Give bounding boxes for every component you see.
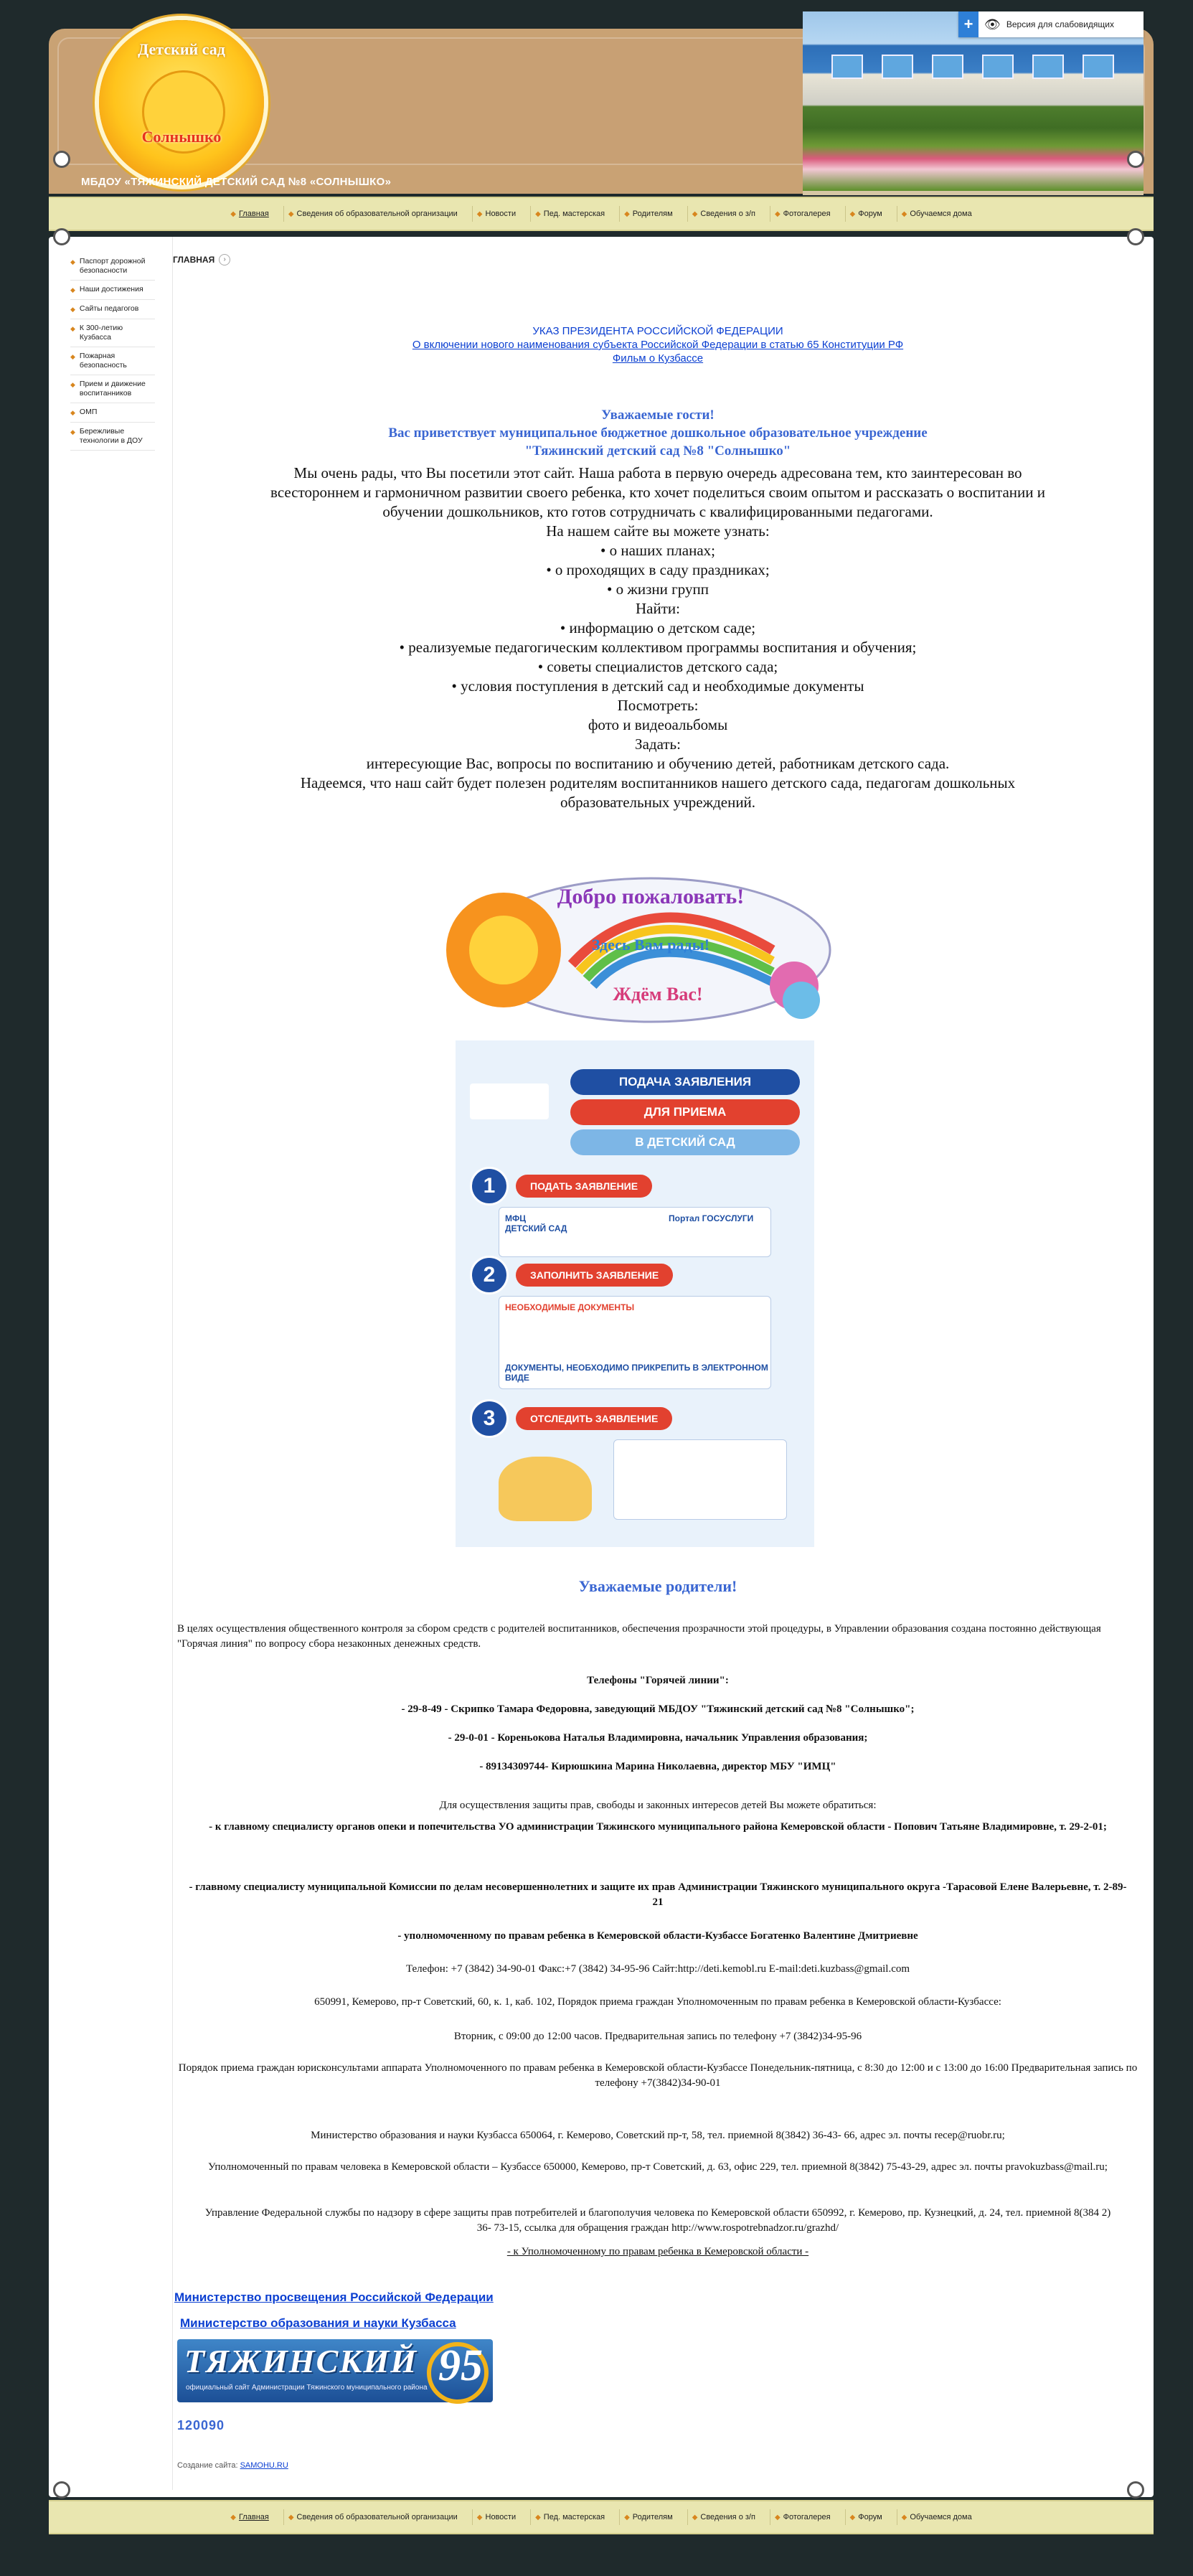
binder-ring-icon xyxy=(53,151,70,168)
logo-text-top: Детский сад xyxy=(138,40,225,58)
nav-item-news[interactable]: ◆ Новости xyxy=(472,206,520,222)
tz-subtitle: официальный сайт Администрации Тяжинского муниципального района xyxy=(186,2384,428,2392)
film-link[interactable]: Фильм о Кузбассе xyxy=(612,352,704,365)
accessibility-toggle[interactable] xyxy=(958,11,1144,37)
ministry-contacts: Министерство образования и науки Кузбасса 650064, г. Кемерово, Советский пр-т, 58, тел. приемной 8(3842) 36-43- 66, адрес эл. почты recep@ruobr.ru; xyxy=(311,2130,1005,2141)
accessibility-label: Версия для слабовидящих xyxy=(1006,19,1114,29)
welcome-text xyxy=(173,464,1143,812)
welcome-line: образовательных учреждений. xyxy=(560,794,756,811)
footer-nav-home-learning[interactable]: ◆ Обучаемся дома xyxy=(897,2509,976,2525)
bullet-icon: ◆ xyxy=(288,2513,294,2521)
footer-nav-ped-workshop[interactable]: ◆ Пед. мастерская xyxy=(530,2509,609,2525)
welcome-line: Задать: xyxy=(635,735,681,753)
main-content xyxy=(172,237,1143,2490)
rights-ombudsman: - уполномоченному по правам ребенка в Кемеровской области-Кузбассе Богатенко Валентине Дмитриевне xyxy=(397,1930,918,1942)
nav-item-home[interactable]: ◆ Главная xyxy=(230,210,269,218)
poster-step-2: 2 ЗАПОЛНИТЬ ЗАЯВЛЕНИЕ xyxy=(470,1256,771,1294)
site-logo[interactable] xyxy=(99,20,264,185)
bullet-icon: ◆ xyxy=(849,210,856,218)
decree-heading: УКАЗ ПРЕЗИДЕНТА РОССИЙСКОЙ ФЕДЕРАЦИИ xyxy=(532,325,783,337)
footer-nav-news[interactable]: ◆ Новости xyxy=(472,2509,520,2525)
binder-ring-icon xyxy=(1127,228,1144,245)
bullet-icon: ◆ xyxy=(901,210,907,218)
poster-step-1: 1 ПОДАТЬ ЗАЯВЛЕНИЕ xyxy=(470,1167,771,1205)
bullet-icon: ◆ xyxy=(70,353,75,360)
welcome-line: Мы очень рады, что Вы посетили этот сайт. Наша работа в первую очередь адресована тем, кто заинтересован во xyxy=(293,464,1022,481)
tyazhin-banner[interactable] xyxy=(177,2339,493,2402)
bullet-icon: ◆ xyxy=(70,258,75,265)
sidebar-item-kuzbass-300[interactable]: ◆ К 300-летию Кузбасса xyxy=(70,319,155,347)
binder-ring-icon xyxy=(53,2481,70,2499)
sidebar-item-road-safety[interactable]: ◆ Паспорт дорожной безопасности xyxy=(70,253,155,281)
sidebar-item-lean-tech[interactable]: ◆ Бережливые технологии в ДОУ xyxy=(70,423,155,451)
rocking-horse-icon xyxy=(499,1457,592,1521)
banner-line1: Добро пожаловать! xyxy=(557,885,745,908)
welcome-line: всестороннем и гармоничном развитии своего ребенка, кто хочет поделиться своим опытом и рассказать о воспитании и xyxy=(270,484,1045,501)
welcome-line: • о наших планах; xyxy=(600,542,715,559)
welcome-line: На нашем сайте вы можете узнать: xyxy=(546,522,770,540)
minpros-link[interactable]: Министерство просвещения Российской Федерации xyxy=(174,2290,494,2304)
binder-ring-icon xyxy=(53,228,70,245)
greeting: Уважаемые гости! Вас приветствует муниципальное бюджетное дошкольное образовательное учреждение "Тяжинский детский сад №8 "Солнышко" xyxy=(388,408,928,459)
binder-ring-icon xyxy=(1127,151,1144,168)
bullet-icon: ◆ xyxy=(624,210,630,218)
bullet-icon: ◆ xyxy=(288,210,294,218)
minobr-link[interactable]: Министерство образования и науки Кузбасса xyxy=(180,2316,456,2330)
nav-item-home-learning[interactable]: ◆ Обучаемся дома xyxy=(897,206,976,222)
bullet-icon: ◆ xyxy=(774,210,781,218)
hotline-phone-3: - 89134309744- Кирюшкина Марина Николаевна, директор МБУ "ИМЦ" xyxy=(479,1761,836,1772)
human-rights-ombudsman: Уполномоченный по правам человека в Кемеровской области – Кузбассе 650000, Кемерово, пр-т Советский, д. 63, офис 229, тел. приемной 8(3842) 75-43-29, адрес эл. почты pravokuzbass@mail.ru; xyxy=(208,2161,1108,2173)
parents-heading: Уважаемые родители! xyxy=(578,1577,737,1595)
welcome-line: фото и видеоальбомы xyxy=(588,716,728,733)
welcome-line: • о проходящих в саду праздниках; xyxy=(546,561,770,578)
footer-nav-gallery[interactable]: ◆ Фотогалерея xyxy=(770,2509,835,2525)
tz-years: 95 xyxy=(438,2341,483,2390)
site-header xyxy=(49,15,1154,194)
nav-item-gallery[interactable]: ◆ Фотогалерея xyxy=(770,206,835,222)
sidebar-item-omp[interactable]: ◆ ОМП xyxy=(70,403,155,423)
bullet-icon: ◆ xyxy=(230,2513,236,2521)
site-maker: Создание сайта: SAMOHU.RU xyxy=(177,2461,288,2470)
ministry-logo xyxy=(470,1083,549,1119)
bullet-icon: ◆ xyxy=(692,210,698,218)
welcome-line: • реализуемые педагогическим коллективом программы воспитания и обучения; xyxy=(399,639,917,656)
banner-line3: Ждём Вас! xyxy=(613,984,703,1005)
page-frame xyxy=(49,15,1154,2521)
nav-item-parents[interactable]: ◆ Родителям xyxy=(619,206,677,222)
banner-line2: Здесь Вам рады! xyxy=(591,936,710,954)
bullet-icon: ◆ xyxy=(70,306,75,313)
welcome-line: • условия поступления в детский сад и необходимые документы xyxy=(451,677,864,695)
bullet-icon: ◆ xyxy=(849,2513,856,2521)
hotline-phone-1: - 29-8-49 - Скрипко Тамара Федоровна, заведующий МБДОУ "Тяжинский детский сад №8 "Солнышко"; xyxy=(401,1703,915,1715)
bullet-icon: ◆ xyxy=(476,210,483,218)
ombudsman-hours: Вторник, с 09:00 до 12:00 часов. Предварительная запись по телефону +7 (3842)34-95-96 xyxy=(453,2031,862,2042)
bullet-icon: ◆ xyxy=(535,210,541,218)
footer-nav-forum[interactable]: ◆ Форум xyxy=(845,2509,887,2525)
hotline-title: Телефоны "Горячей линии": xyxy=(587,1675,729,1686)
nav-item-ped-workshop[interactable]: ◆ Пед. мастерская xyxy=(530,206,609,222)
sidebar xyxy=(70,253,155,451)
welcome-line: Найти: xyxy=(636,600,680,617)
breadcrumb xyxy=(173,254,230,265)
page-body xyxy=(49,237,1154,2497)
hotline-phone-2: - 29-0-01 - Кореньокова Наталья Владимировна, начальник Управления образования; xyxy=(448,1732,868,1744)
footer-nav-home[interactable]: ◆ Главная xyxy=(230,2513,269,2521)
rospotrebnadzor-contacts: Управление Федеральной службы по надзору в сфере защиты прав потребителей и благополучия человека по Кемеровской области 650992, г. Кемерово, пр. Кузнецкий, д. 24, тел. приемной 8(384 2) 36- 73-15, ссылка для обращения граждан http://www.rospotrebnadzor.ru/grazhd/ xyxy=(204,2207,1111,2234)
bullet-icon: ◆ xyxy=(692,2513,698,2521)
tz-title: ТЯЖИНСКИЙ xyxy=(184,2343,418,2379)
ombudsman-lawyers: Порядок приема граждан юрисконсультами аппарата Уполномоченного по правам ребенка в Кемеровской области-Кузбассе Понедельник-пятница, с 8:30 до 12:00 и с 13:00 до 16:00 Предварительная запись по телефону +7(3842)34-90-01 xyxy=(178,2062,1138,2089)
main-nav xyxy=(49,197,1154,231)
sidebar-item-teacher-sites[interactable]: ◆ Сайты педагогов xyxy=(70,300,155,319)
visit-counter[interactable]: 120090 xyxy=(177,2418,225,2432)
bullet-icon: ◆ xyxy=(70,381,75,388)
bullet-icon: ◆ xyxy=(70,428,75,436)
site-title: МБДОУ «ТЯЖИНСКИЙ ДЕТСКИЙ САД №8 «СОЛНЫШКО» xyxy=(81,176,392,188)
nav-item-forum[interactable]: ◆ Форум xyxy=(845,206,887,222)
poster-step-3: 3 ОТСЛЕДИТЬ ЗАЯВЛЕНИЕ xyxy=(470,1399,771,1438)
footer-nav-org-info[interactable]: ◆ Сведения об образовательной организации xyxy=(283,2509,462,2525)
welcome-line: • информацию о детском саде; xyxy=(560,619,756,636)
bullet-icon: ◆ xyxy=(70,325,75,332)
page-title: ГЛАВНАЯ xyxy=(173,255,215,265)
bullet-icon: ◆ xyxy=(70,286,75,293)
parents-intro: В целях осуществления общественного контроля за сбором средств с родителей воспитанников, обеспечения прозрачности этой процедуры, в Управлении образования создана постоянно действующая "Горячая линия" по вопросу сбора незаконных денежных средств. xyxy=(177,1623,1101,1650)
eye-icon: 👁 xyxy=(984,17,1001,32)
kindergarten-building-photo xyxy=(803,11,1144,195)
rights-commission: - главному специалисту муниципальной Комиссии по делам несовершеннолетних и защите их прав Администрации Тяжинского муниципального округа -Тарасовой Елене Валерьевне, т. 2-89-21 xyxy=(189,1881,1127,1908)
nav-item-org-info[interactable]: ◆ Сведения об образовательной организации xyxy=(283,206,462,222)
ombudsman-link[interactable]: - к Уполномоченному по правам ребенка в Кемеровской области - xyxy=(506,2246,809,2257)
binder-ring-icon xyxy=(1127,2481,1144,2499)
welcome-line: • советы специалистов детского сада; xyxy=(537,658,778,675)
plus-icon: + xyxy=(958,11,979,37)
bullet-icon: ◆ xyxy=(774,2513,781,2521)
maker-link[interactable]: SAMOHU.RU xyxy=(240,2461,288,2470)
welcome-line: Посмотреть: xyxy=(617,697,699,714)
welcome-line: Надеемся, что наш сайт будет полезен родителям воспитанников нашего детского сада, педагогам дошкольных xyxy=(300,774,1016,791)
bullet-icon: ◆ xyxy=(476,2513,483,2521)
rights-intro: Для осуществления защиты прав, свободы и законных интересов детей Вы можете обратиться: xyxy=(439,1800,877,1811)
ombudsman-address: 650991, Кемерово, пр-т Советский, 60, к. 1, каб. 102, Порядок приема граждан Уполномоченным по правам ребенка в Кемеровской области-Кузбассе: xyxy=(314,1996,1001,2008)
footer-nav-parents[interactable]: ◆ Родителям xyxy=(619,2509,677,2525)
welcome-line: обучении дошкольников, кто готов сотрудничать с квалифицированными педагогами. xyxy=(382,503,933,520)
ombudsman-contacts: Телефон: +7 (3842) 34-90-01 Факс:+7 (3842) 34-95-96 Сайт:http://deti.kemobl.ru E-mail:deti.kuzbass@gmail.com xyxy=(405,1963,910,1975)
sidebar-item-admission[interactable]: ◆ Прием и движение воспитанников xyxy=(70,375,155,403)
bullet-icon: ◆ xyxy=(230,210,236,218)
logo-text-bottom: Солнышко xyxy=(141,128,222,146)
decree-link[interactable]: О включении нового наименования субъекта Российской Федерации в статью 65 Конституции РФ xyxy=(412,339,904,351)
bullet-icon: ◆ xyxy=(535,2513,541,2521)
welcome-banner-image xyxy=(435,864,837,1029)
welcome-line: • о жизни групп xyxy=(607,580,709,598)
sidebar-item-achievements[interactable]: ◆ Наши достижения xyxy=(70,281,155,300)
bullet-icon: ◆ xyxy=(624,2513,630,2521)
sidebar-item-fire-safety[interactable]: ◆ Пожарная безопасность xyxy=(70,347,155,375)
footer-nav xyxy=(49,2500,1154,2534)
poster-header: ПОДАЧА ЗАЯВЛЕНИЯ ДЛЯ ПРИЕМА В ДЕТСКИЙ САД xyxy=(570,1065,800,1160)
application-poster-image: ПОДАЧА ЗАЯВЛЕНИЯ ДЛЯ ПРИЕМА В ДЕТСКИЙ САД 1 ПОДАТЬ ЗАЯВЛЕНИЕ МФЦ ДЕТСКИЙ САД Портал ГОСУСЛУГИ 2 ЗАПОЛНИТЬ ЗАЯВЛЕНИЕ НЕОБХОДИМЫЕ ДОКУМЕНТЫ ДОКУМЕНТЫ, НЕОБХОДИМО ПРИКРЕПИТЬ В ЭЛЕКТРОННОМ ВИДЕ 3 ОТСЛЕДИТЬ ЗАЯВЛЕНИЕ xyxy=(456,1040,814,1547)
rights-guardianship: - к главному специалисту органов опеки и попечительства УО администрации Тяжинского муниципального района Кемеровской области - Попович Татьяне Владимировне, т. 29-2-01; xyxy=(209,1821,1107,1833)
bullet-icon: ◆ xyxy=(901,2513,907,2521)
footer-nav-salary[interactable]: ◆ Сведения о з/п xyxy=(687,2509,760,2525)
decree-links xyxy=(173,324,1143,365)
welcome-line: интересующие Вас, вопросы по воспитанию и обучению детей, работникам детского сада. xyxy=(366,755,950,772)
bullet-icon: ◆ xyxy=(70,409,75,416)
nav-item-salary[interactable]: ◆ Сведения о з/п xyxy=(687,206,760,222)
info-icon[interactable]: › xyxy=(219,254,230,265)
